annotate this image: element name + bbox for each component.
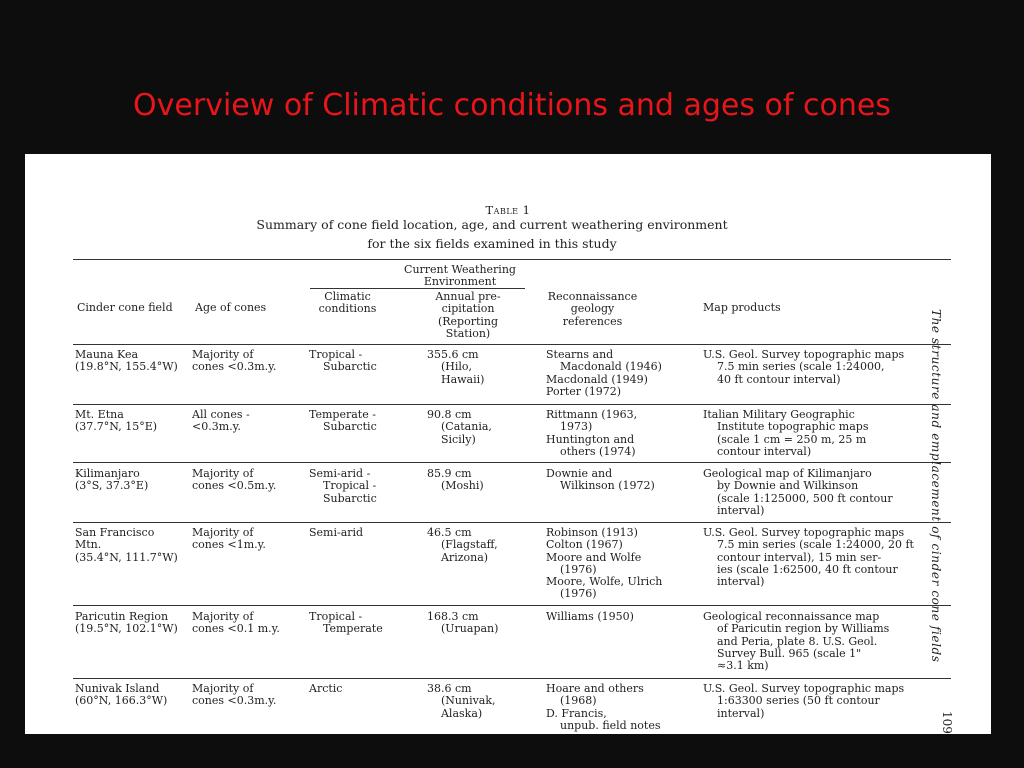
- col-header-climatic: Climatic conditions: [318, 290, 377, 316]
- table-cell: Mauna Kea (19.8°N, 155.4°W): [75, 348, 178, 374]
- col-header-age: Age of cones: [195, 301, 267, 314]
- table-cell: Majority of cones <1m.y.: [192, 526, 266, 552]
- group-header: Current Weathering Environment: [404, 263, 516, 289]
- table-caption-line-2: for the six fields examined in this study: [367, 236, 617, 251]
- table-cell: Paricutin Region (19.5°N, 102.1°W): [75, 610, 178, 636]
- table-cell: San Francisco Mtn. (35.4°N, 111.7°W): [75, 526, 178, 564]
- row-rule: [73, 404, 951, 405]
- table-cell: Geological map of Kilimanjaro by Downie and Wilkinson (scale 1:125000, 500 ft contour interval): [703, 467, 893, 517]
- col-header-field: Cinder cone field: [77, 301, 173, 314]
- table-cell: 355.6 cm (Hilo, Hawaii): [427, 348, 485, 386]
- table-cell: Temperate - Subarctic: [309, 408, 377, 434]
- group-header-rule: [310, 288, 525, 289]
- table-cell: Tropical - Temperate: [309, 610, 383, 636]
- table-cell: U.S. Geol. Survey topographic maps 7.5 min series (scale 1:24000, 40 ft contour interval): [703, 348, 905, 386]
- scanned-table-page: [25, 154, 991, 734]
- row-rule: [73, 522, 951, 523]
- table-cell: Tropical - Subarctic: [309, 348, 377, 374]
- table-cell: Mt. Etna (37.7°N, 15°E): [75, 408, 158, 434]
- table-cell: Robinson (1913) Colton (1967) Moore and Wolfe (1976) Moore, Wolfe, Ulrich (1976): [546, 526, 663, 601]
- table-cell: Williams (1950): [546, 610, 634, 623]
- table-cell: Majority of cones <0.3m.y.: [192, 348, 277, 374]
- table-cell: Majority of cones <0.5m.y.: [192, 467, 277, 493]
- table-cell: Arctic: [309, 682, 343, 695]
- table-cell: 85.9 cm (Moshi): [427, 467, 484, 493]
- table-cell: 90.8 cm (Catania, Sicily): [427, 408, 492, 446]
- table-cell: Semi-arid: [309, 526, 364, 539]
- row-rule: [73, 605, 951, 606]
- slide-title: Overview of Climatic conditions and ages of cones: [133, 88, 891, 123]
- running-head: The structure and emplacement of cinder cone fields: [929, 309, 943, 663]
- table-cell: Majority of cones <0.3m.y.: [192, 682, 277, 708]
- table-cell: Geological reconnaissance map of Paricutin region by Williams and Peria, plate 8. U.S. Geol. Survey Bull. 965 (scale 1" ≈3.1 km): [703, 610, 890, 673]
- row-rule: [73, 462, 951, 463]
- table-cell: Stearns and Macdonald (1946) Macdonald (1949) Porter (1972): [546, 348, 662, 398]
- table-cell: Majority of cones <0.1 m.y.: [192, 610, 280, 636]
- table-cell: 46.5 cm (Flagstaff, Arizona): [427, 526, 498, 564]
- page-number: 109: [940, 711, 954, 734]
- table-cell: Kilimanjaro (3°S, 37.3°E): [75, 467, 149, 493]
- col-header-references: Reconnaissance geology references: [547, 290, 638, 328]
- col-header-precip: Annual pre- cipitation (Reporting Station): [435, 290, 501, 340]
- table-cell: Italian Military Geographic Institute topographic maps (scale 1 cm = 250 m, 25 m contour interval): [703, 408, 869, 458]
- table-cell: 38.6 cm (Nunivak, Alaska): [427, 682, 496, 720]
- table-cell: Semi-arid - Tropical - Subarctic: [309, 467, 377, 505]
- table-cell: Rittmann (1963, 1973) Huntington and others (1974): [546, 408, 638, 458]
- table-cell: 168.3 cm (Uruapan): [427, 610, 499, 636]
- row-rule: [73, 678, 951, 679]
- header-bottom-rule: [73, 344, 951, 345]
- table-cell: U.S. Geol. Survey topographic maps 7.5 min series (scale 1:24000, 20 ft contour interval), 15 min ser- ies (scale 1:62500, 40 ft contour interval): [703, 526, 914, 589]
- table-caption-line-1: Summary of cone field location, age, and current weathering environment: [256, 217, 728, 232]
- table-cell: U.S. Geol. Survey topographic maps 1:63300 series (50 ft contour interval): [703, 682, 905, 720]
- col-header-maps: Map products: [703, 301, 781, 314]
- table-cell: Downie and Wilkinson (1972): [546, 467, 655, 493]
- table-label: Table 1: [485, 203, 531, 217]
- table-cell: Nunivak Island (60°N, 166.3°W): [75, 682, 168, 708]
- table-cell: Hoare and others (1968) D. Francis, unpub. field notes: [546, 682, 661, 732]
- table-cell: All cones - <0.3m.y.: [192, 408, 250, 434]
- table-top-rule: [73, 259, 951, 260]
